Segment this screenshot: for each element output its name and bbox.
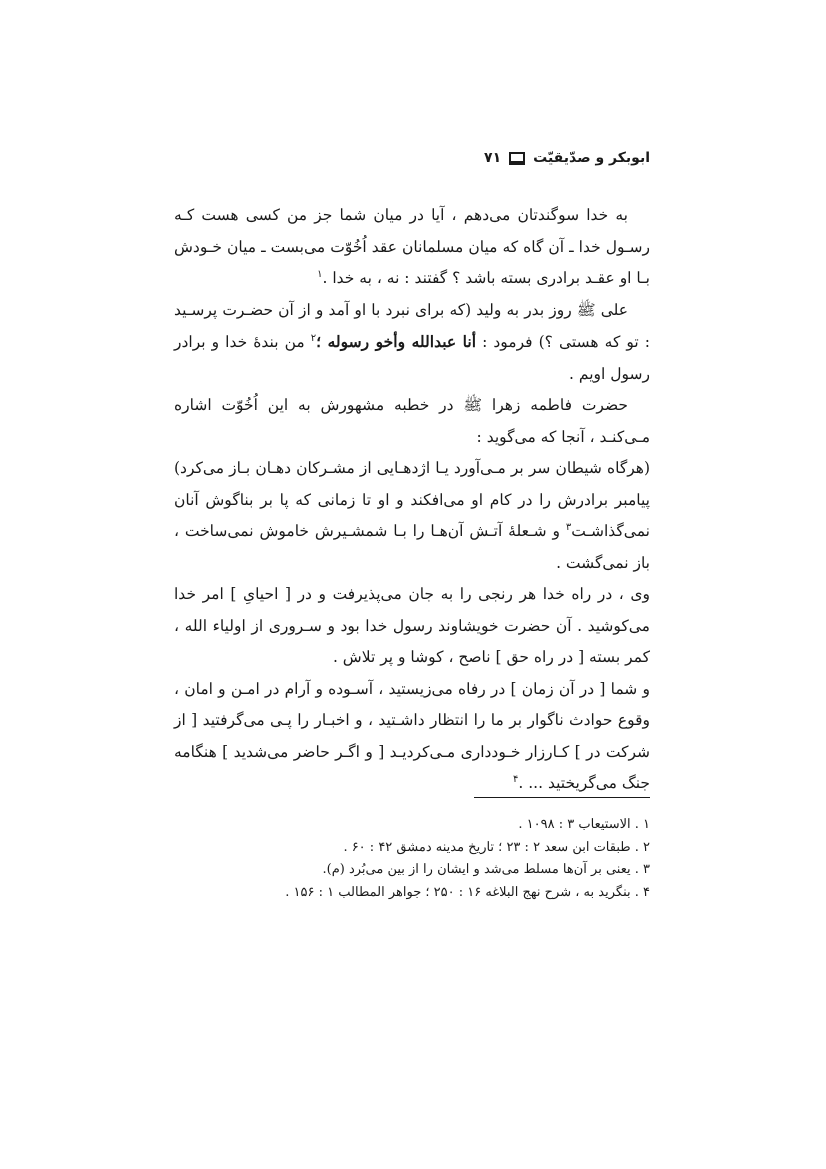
paragraph (174, 390, 650, 453)
paragraph (174, 579, 650, 674)
running-header (484, 150, 650, 166)
paragraph-text: حضرت فاطمه زهرا ﷺ در خطبه مشهورش به این اُخُوّت اشاره مـی‌کنـد ، آنجا که می‌گوید : (174, 396, 650, 446)
header-title: ابوبکر و صدّیقیّت (533, 150, 650, 166)
footnote-item: ۱ . الاستیعاب ۳ : ۱۰۹۸ . (518, 817, 650, 832)
paragraph (174, 674, 650, 800)
paragraph-text: (هرگاه شیطان سر بر مـی‌آورد یـا اژدهـایی از مشـرکان دهـان بـاز می‌کرد) پیامبر برادرش را در کام او می‌افکند و او تا زمانی که پا بر بناگوش آنان نمی‌گذاشـت (174, 459, 650, 540)
paragraph (174, 453, 650, 579)
bold-quote: أنا عبدالله وأخو رسوله ؛ (316, 332, 477, 351)
paragraph-text: و شـعلۀ آتـش آن‌هـا را بـا شمشـیرش خاموش نمی‌ساخت ، باز نمی‌گشت . (174, 522, 650, 572)
footnotes (174, 814, 650, 904)
footnote-ref: ۲ (310, 332, 317, 344)
footnote-item: ۴ . بنگرید به ، شرح نهج البلاغه ۱۶ : ۲۵۰ ؛ جواهر المطالب ۱ : ۱۵۶ . (285, 884, 650, 900)
paragraph (174, 295, 650, 391)
paragraph-text: علی ﷺ روز بدر به ولید (که برای نبرد با او آمد و از آن حضـرت پرسـید : تو که هستی ؟) فرمود : (174, 300, 651, 351)
book-icon (509, 152, 525, 165)
paragraph-text: من بندۀ خدا و برادر رسول اویم . (174, 333, 650, 383)
footnote-item: ۲ . طبقات ابن سعد ۲ : ۲۳ ؛ تاریخ مدینه دمشق ۴۲ : ۶۰ . (343, 839, 650, 855)
paragraph-text: وی ، در راه خدا هر رنجی را به جان می‌پذیرفت و در [ احیایِ ] امر خدا می‌کوشید . آن حضرت خویشاوند رسول خدا بود و سـروری از اولیاء الله ، کمر بسته [ در راه حق ] ناصح ، کوشا و پر تلاش . (174, 585, 650, 666)
body-text (174, 200, 650, 800)
footnote-ref: ۱ (317, 268, 323, 280)
paragraph-text: به خدا سوگندتان می‌دهم ، آیا در میان شما جز من کسی هست کـه رسـول خدا ـ آن گاه که میان مسلمانان عقد اُخُوّت می‌بست ـ میان خـودش بـا او عقـد برادری بسته باشد ؟ گفتند : نه ، به خدا . (174, 206, 650, 287)
footnote-ref: ۳ (565, 521, 572, 533)
paragraph (174, 200, 650, 295)
page-number: ۷۱ (484, 150, 502, 166)
footnote-ref: ۴ (513, 773, 519, 785)
footnote-divider (474, 797, 650, 798)
footnote-item: ۳ . یعنی بر آن‌ها مسلط می‌شد و ایشان را از بین می‌بُرد (م). (322, 862, 650, 877)
paragraph-text: و شما [ در آن زمان ] در رفاه می‌زیستید ، آسـوده و آرام در امـن و امان ، وقوع حوادث ناگوار بر ما را انتظار داشـتید ، و اخبـار را پـی می‌گرفتید [ از شرکت در ] کـارزار خـودداری مـی‌کردیـد [ و اگـر حاضر می‌شدید ] هنگامه جنگ می‌گریختید ... . (174, 679, 650, 792)
